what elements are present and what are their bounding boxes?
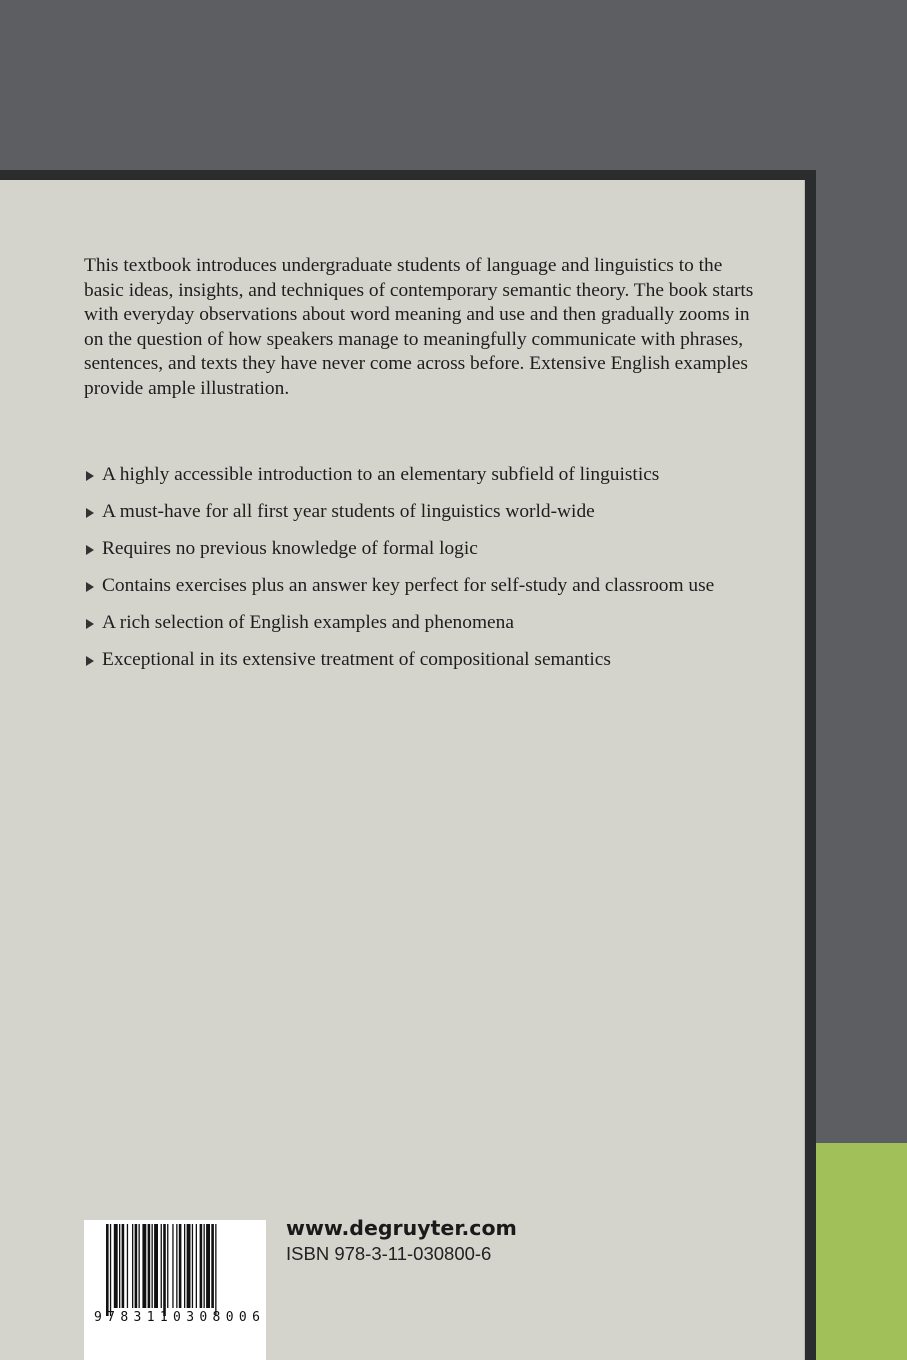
barcode-bar bbox=[200, 1224, 203, 1308]
barcode-bar bbox=[176, 1224, 177, 1308]
barcode-digit: 3 bbox=[186, 1310, 195, 1325]
barcode-bar bbox=[215, 1224, 216, 1316]
barcode-digit: 0 bbox=[173, 1310, 181, 1325]
barcode-digit: 1 bbox=[159, 1310, 168, 1325]
feature-text: A rich selection of English examples and phenomena bbox=[102, 611, 514, 633]
barcode-bars-icon bbox=[84, 1220, 266, 1360]
triangle-bullet-icon bbox=[86, 582, 94, 592]
feature-text: A must-have for all first year students of linguistics world-wide bbox=[102, 500, 595, 522]
feature-text: Exceptional in its extensive treatment of compositional semantics bbox=[102, 648, 611, 670]
barcode-bar bbox=[187, 1224, 191, 1308]
top-gray-band bbox=[0, 0, 907, 170]
publisher-website: www.degruyter.com bbox=[286, 1216, 517, 1240]
triangle-bullet-icon bbox=[86, 508, 94, 518]
feature-item bbox=[84, 574, 774, 599]
barcode-bar bbox=[132, 1224, 133, 1308]
feature-item bbox=[84, 500, 774, 525]
triangle-bullet-icon bbox=[86, 656, 94, 666]
barcode-bar bbox=[110, 1224, 111, 1316]
isbn-barcode bbox=[84, 1220, 266, 1360]
barcode-bar bbox=[192, 1224, 193, 1308]
barcode-digit: 8 bbox=[120, 1310, 129, 1325]
barcode-bar bbox=[206, 1224, 210, 1308]
barcode-bar bbox=[148, 1224, 151, 1308]
barcode-bar bbox=[196, 1224, 197, 1308]
feature-item bbox=[84, 611, 774, 636]
barcode-bar bbox=[204, 1224, 205, 1308]
barcode-digit: 9 bbox=[94, 1310, 102, 1325]
barcode-digit: 0 bbox=[238, 1310, 247, 1325]
triangle-bullet-icon bbox=[86, 619, 94, 629]
feature-item bbox=[84, 463, 774, 488]
barcode-bar bbox=[184, 1224, 185, 1308]
triangle-bullet-icon bbox=[86, 471, 94, 481]
barcode-bar bbox=[163, 1224, 166, 1316]
feature-text: Contains exercises plus an answer key perfect for self-study and classroom use bbox=[102, 574, 715, 596]
right-gray-band bbox=[815, 170, 907, 1145]
book-blurb: This textbook introduces undergraduate students of language and linguistics to the basic ideas, insights, and techniques of contemporary semantic theory. The book starts with everyday observations about word meaning and use and then gradually zooms in on the question of how speakers manage to meaningfully communicate with phrases, sentences, and texts they have never come across before. Extensive English examples provide ample illustration. bbox=[84, 255, 754, 399]
barcode-bar bbox=[127, 1224, 128, 1308]
barcode-bar bbox=[154, 1224, 158, 1308]
isbn-number: ISBN 978-3-11-030800-6 bbox=[286, 1243, 492, 1264]
barcode-digit: 8 bbox=[212, 1310, 221, 1325]
green-accent-block bbox=[815, 1143, 907, 1360]
barcode-bar bbox=[106, 1224, 109, 1316]
triangle-bullet-icon bbox=[86, 545, 94, 555]
feature-text: A highly accessible introduction to an elementary subfield of linguistics bbox=[102, 464, 660, 485]
barcode-digit: 3 bbox=[133, 1310, 142, 1325]
barcode-bar bbox=[114, 1224, 118, 1308]
barcode-digits bbox=[94, 1310, 260, 1325]
barcode-digit: 6 bbox=[252, 1310, 260, 1325]
barcode-digit: 0 bbox=[199, 1310, 208, 1325]
barcode-bar bbox=[172, 1224, 173, 1308]
feature-list bbox=[84, 463, 774, 685]
barcode-digit: 0 bbox=[225, 1310, 234, 1325]
barcode-bar bbox=[211, 1224, 214, 1308]
barcode-digit: 7 bbox=[107, 1310, 115, 1325]
barcode-bar bbox=[139, 1224, 140, 1308]
feature-item bbox=[84, 648, 774, 673]
barcode-bar bbox=[161, 1224, 162, 1308]
barcode-bar bbox=[135, 1224, 138, 1308]
feature-item bbox=[84, 537, 774, 562]
barcode-bar bbox=[179, 1224, 182, 1308]
barcode-bar bbox=[167, 1224, 168, 1308]
barcode-bar bbox=[142, 1224, 146, 1308]
barcode-bar bbox=[119, 1224, 120, 1308]
feature-text: Requires no previous knowledge of formal logic bbox=[102, 537, 478, 559]
barcode-bar bbox=[152, 1224, 153, 1308]
barcode-bar bbox=[122, 1224, 125, 1308]
barcode-digit: 1 bbox=[146, 1310, 155, 1325]
